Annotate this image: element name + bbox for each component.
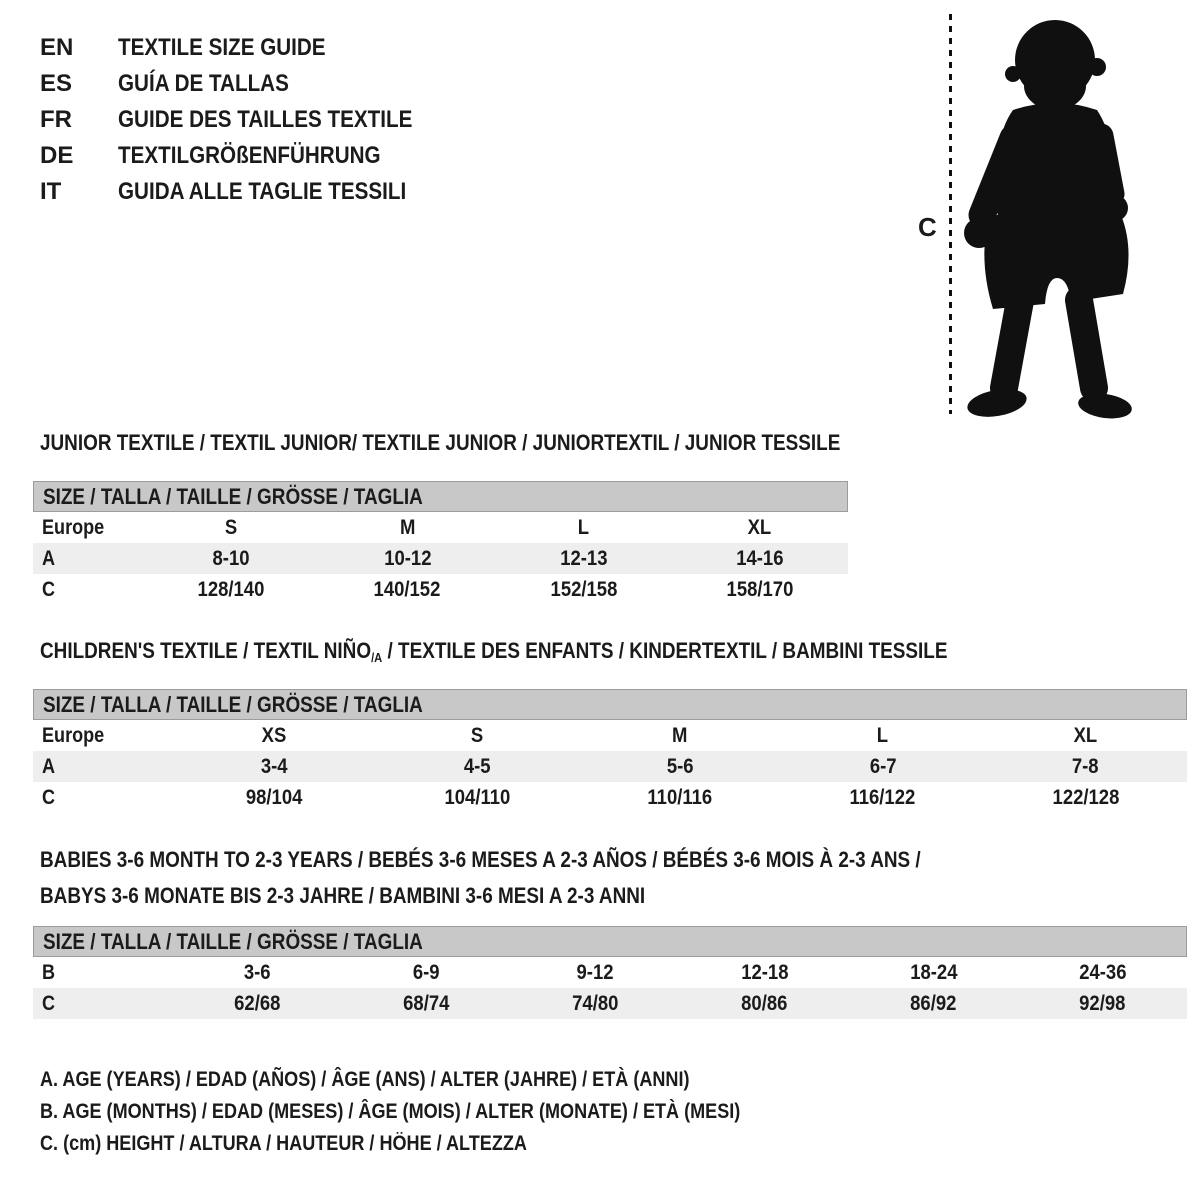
lang-row-fr — [40, 102, 460, 138]
cell: 14-16 — [736, 546, 784, 570]
cell: 92/98 — [1079, 991, 1126, 1015]
cell: 6-7 — [869, 754, 897, 778]
cell: 3-6 — [244, 960, 271, 984]
row-label: A — [42, 546, 56, 570]
cell: 6-9 — [413, 960, 440, 984]
cell: 4-5 — [463, 754, 491, 778]
cell: 24-36 — [1078, 960, 1127, 984]
babies-section-title-line1: BABIES 3-6 MONTH TO 2-3 YEARS / BEBÉS 3-6 MESES A 2-3 AÑOS / BÉBÉS 3-6 MOIS À 2-3 ANS / — [40, 847, 921, 872]
babies-section-title-line2: BABYS 3-6 MONATE BIS 2-3 JAHRE / BAMBINI 3-6 MESI A 2-3 ANNI — [40, 883, 646, 908]
cell: 12-18 — [740, 960, 789, 984]
cell: 9-12 — [577, 960, 614, 984]
cell: 10-12 — [383, 546, 432, 570]
lang-code: IT — [40, 178, 62, 205]
size-header-band: SIZE / TALLA / TAILLE / GRÖSSE / TAGLIA — [33, 926, 1187, 957]
cell: XL — [748, 515, 772, 539]
size-header-band: SIZE / TALLA / TAILLE / GRÖSSE / TAGLIA — [33, 481, 848, 512]
cell: 122/128 — [1052, 785, 1119, 809]
lang-title: GUIDA ALLE TAGLIE TESSILI — [118, 178, 407, 205]
toddler-silhouette-icon — [955, 10, 1147, 422]
lang-row-de — [40, 138, 460, 174]
cell: 152/158 — [550, 577, 618, 601]
cell: S — [471, 723, 484, 747]
cell: 140/152 — [373, 577, 441, 601]
junior-section-title: JUNIOR TEXTILE / TEXTIL JUNIOR/ TEXTILE JUNIOR / JUNIORTEXTIL / JUNIOR TESSILE — [40, 430, 841, 455]
cell: L — [877, 723, 889, 747]
cell: M — [672, 723, 688, 747]
cell: 7-8 — [1072, 754, 1099, 778]
cell: XS — [262, 723, 287, 747]
lang-code: FR — [40, 106, 72, 133]
lang-row-es — [40, 66, 460, 102]
row-label: B — [42, 960, 56, 984]
junior-size-table — [33, 481, 848, 605]
lang-title: GUÍA DE TALLAS — [118, 70, 289, 97]
legend-age-months: B. AGE (MONTHS) / EDAD (MESES) / ÂGE (MOIS) / ALTER (MONATE) / ETÀ (MESI) — [40, 1100, 741, 1123]
row-label: Europe — [42, 723, 105, 747]
nino-a-subscript: /A — [371, 650, 383, 665]
cell: 18-24 — [909, 960, 958, 984]
row-label: C — [42, 785, 56, 809]
table-row — [33, 512, 848, 543]
cell: XL — [1073, 723, 1098, 747]
cell: 110/116 — [647, 785, 713, 809]
cell: M — [399, 515, 416, 539]
children-size-table — [33, 689, 1187, 813]
row-label: A — [42, 754, 56, 778]
lang-title: TEXTILE SIZE GUIDE — [118, 34, 326, 61]
row-label: C — [42, 991, 56, 1015]
babies-size-table — [33, 926, 1187, 1019]
height-measure-label: C — [918, 212, 937, 242]
lang-code: EN — [40, 34, 74, 61]
cell: S — [224, 515, 238, 539]
table-row — [33, 720, 1187, 751]
legend-height-cm: C. (cm) HEIGHT / ALTURA / HAUTEUR / HÖHE / ALTEZZA — [40, 1132, 527, 1155]
language-title-list — [40, 30, 460, 210]
legend-age-years: A. AGE (YEARS) / EDAD (AÑOS) / ÂGE (ANS) / ALTER (JAHRE) / ETÀ (ANNI) — [40, 1068, 690, 1091]
cell: 86/92 — [910, 991, 957, 1015]
table-row — [33, 751, 1187, 782]
lang-title: GUIDE DES TAILLES TEXTILE — [118, 106, 413, 133]
lang-row-en — [40, 30, 460, 66]
cell: 80/86 — [741, 991, 788, 1015]
table-row — [33, 574, 848, 605]
cell: 3-4 — [261, 754, 288, 778]
table-row — [33, 957, 1187, 988]
cell: L — [577, 515, 590, 539]
table-row — [33, 782, 1187, 813]
cell: 116/122 — [849, 785, 916, 809]
cell: 62/68 — [234, 991, 281, 1015]
lang-row-it — [40, 174, 460, 210]
cell: 158/170 — [726, 577, 794, 601]
cell: 128/140 — [197, 577, 265, 601]
cell: 68/74 — [403, 991, 450, 1015]
height-measure-dashed-line — [949, 14, 952, 414]
lang-title: TEXTILGRÖßENFÜHRUNG — [118, 142, 381, 169]
children-section-title: CHILDREN'S TEXTILE / TEXTIL $NIÑO_{/A}$ / TEXTILE DES ENFANTS / KINDERTEXTIL / BAMBINI TESSILE — [40, 638, 948, 665]
cell: 104/110 — [444, 785, 511, 809]
lang-code: ES — [40, 70, 73, 97]
cell: 12-13 — [559, 546, 608, 570]
table-row — [33, 988, 1187, 1019]
cell: 74/80 — [572, 991, 619, 1015]
cell: 8-10 — [212, 546, 250, 570]
table-row — [33, 543, 848, 574]
row-label: C — [42, 577, 56, 601]
size-header-band: SIZE / TALLA / TAILLE / GRÖSSE / TAGLIA — [33, 689, 1187, 720]
cell: 98/104 — [246, 785, 303, 809]
row-label: Europe — [42, 515, 105, 539]
lang-code: DE — [40, 142, 74, 169]
cell: 5-6 — [666, 754, 694, 778]
